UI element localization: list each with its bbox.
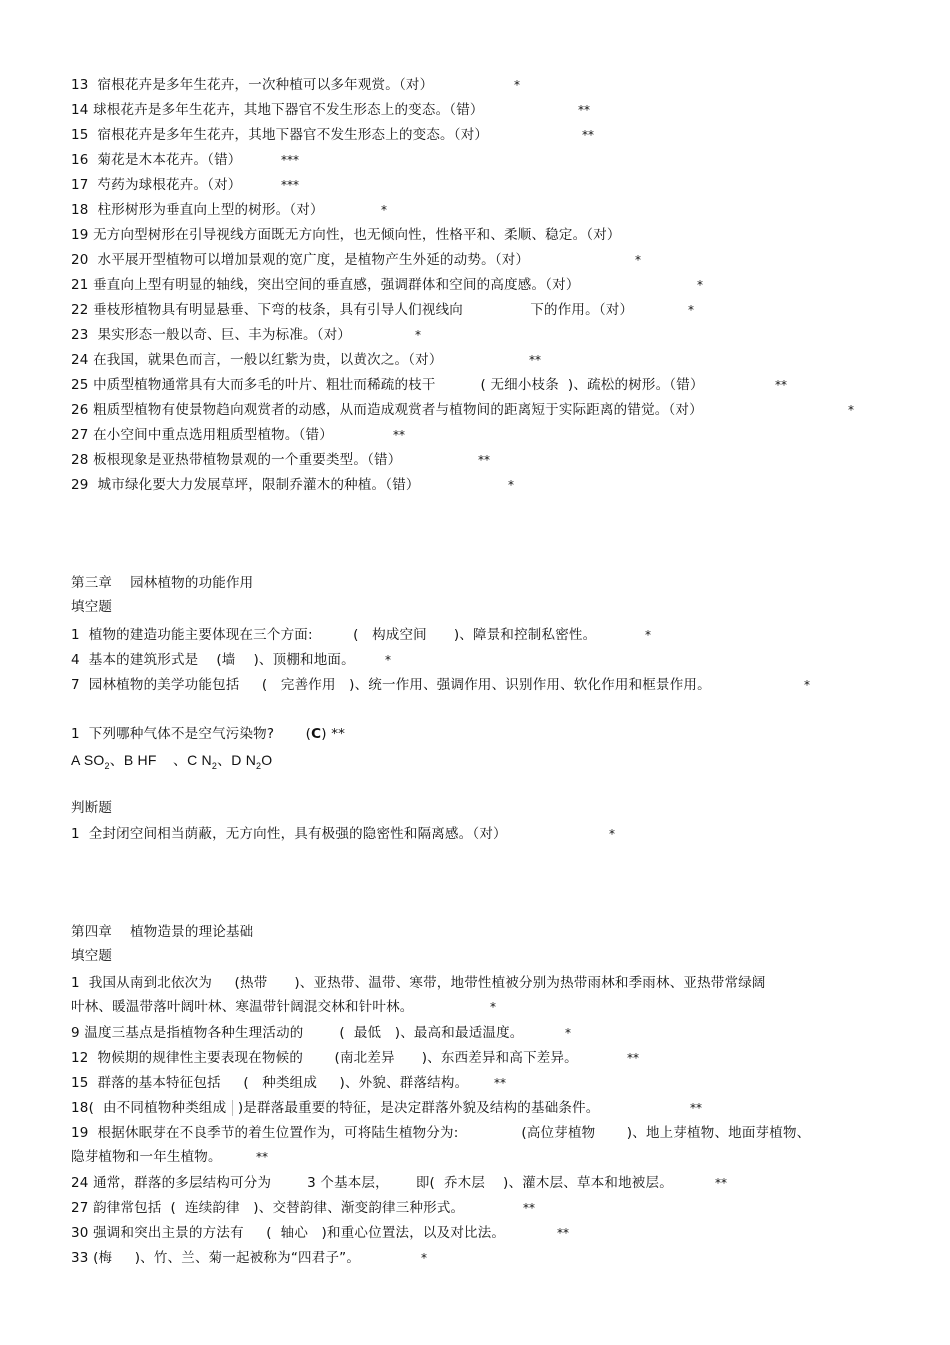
judge-item-26: 26 粗质型植物有使景物趋向观赏者的动感，从而造成观赏者与植物间的距离短于实际距离的错觉。（对） bbox=[71, 402, 703, 418]
fill-item-15: 15 群落的基本特征包括 ( 种类组成 )、外貌、群落结构。 bbox=[71, 1075, 469, 1091]
fill-item-1: 1 植物的建造功能主要体现在三个方面: ( 构成空间 )、障景和控制私密性。 bbox=[71, 627, 597, 643]
difficulty-mark: * bbox=[514, 78, 520, 92]
difficulty-mark: * bbox=[697, 278, 703, 292]
fill-item-1: 1 我国从南到北依次为 (热带 )、亚热带、温带、寒带，地带性植被分别为热带雨林和季雨林、亚热带常绿阔 bbox=[71, 975, 766, 991]
answer-box: 由不同植物种类组成 bbox=[103, 1100, 233, 1116]
difficulty-mark: ** bbox=[557, 1226, 569, 1240]
difficulty-mark: * bbox=[421, 1251, 427, 1265]
fill-item-9: 9 温度三基点是指植物各种生理活动的 ( 最低 )、最高和最适温度。 bbox=[71, 1025, 524, 1041]
difficulty-mark: ** bbox=[627, 1051, 639, 1065]
fill-item-33: 33 (梅 )、竹、兰、菊一起被称为“四君子”。 bbox=[71, 1250, 361, 1266]
difficulty-mark: * bbox=[385, 653, 391, 667]
difficulty-mark: ** bbox=[715, 1176, 727, 1190]
choice-answer: C bbox=[311, 726, 322, 742]
fill-item-19: 19 根据休眠芽在不良季节的着生位置作为，可将陆生植物分为: (高位芽植物 )、地上芽植物、地面芽植物、 bbox=[71, 1125, 811, 1141]
difficulty-mark: ** bbox=[578, 103, 590, 117]
difficulty-mark: *** bbox=[281, 153, 299, 167]
judge-item-19: 19 无方向型树形在引导视线方面既无方向性，也无倾向性，性格平和、柔顺、稳定。（对） bbox=[71, 227, 621, 243]
difficulty-mark: *** bbox=[281, 178, 299, 192]
judge-item-28: 28 板根现象是亚热带植物景观的一个重要类型。（错） bbox=[71, 452, 402, 468]
difficulty-mark: ** bbox=[256, 1150, 268, 1164]
judge-item-24: 24 在我国，就果色而言，一般以红紫为贵，以黄次之。（对） bbox=[71, 352, 443, 368]
difficulty-mark: ** bbox=[582, 128, 594, 142]
judge-item-20: 20 水平展开型植物可以增加景观的宽广度，是植物产生外延的动势。（对） bbox=[71, 252, 530, 268]
fill-item-7: 7 园林植物的美学功能包括 ( 完善作用 )、统一作用、强调作用、识别作用、软化作用和框景作用。 bbox=[71, 677, 711, 693]
difficulty-mark: * bbox=[490, 1000, 496, 1014]
judge-item-18: 18 柱形树形为垂直向上型的树形。（对） bbox=[71, 202, 324, 218]
judge-item-27: 27 在小空间中重点选用粗质型植物。（错） bbox=[71, 427, 333, 443]
choice-question-1: 1 下列哪种气体不是空气污染物? (C) ** bbox=[71, 726, 346, 742]
judge-item-1: 1 全封闭空间相当荫蔽，无方向性，具有极强的隐密性和隔离感。（对） bbox=[71, 826, 507, 842]
difficulty-mark: * bbox=[508, 478, 514, 492]
difficulty-mark: * bbox=[804, 678, 810, 692]
judge-heading: 判断题 bbox=[71, 800, 113, 816]
difficulty-mark: ** bbox=[523, 1201, 535, 1215]
difficulty-mark: * bbox=[381, 203, 387, 217]
difficulty-mark: ** bbox=[478, 453, 490, 467]
judge-item-29: 29 城市绿化要大力发展草坪，限制乔灌木的种植。（错） bbox=[71, 477, 420, 493]
difficulty-mark: ** bbox=[529, 353, 541, 367]
difficulty-mark: ** bbox=[494, 1076, 506, 1090]
difficulty-mark: ** bbox=[393, 428, 405, 442]
judge-item-14: 14 球根花卉是多年生花卉，其地下器官不发生形态上的变态。（错） bbox=[71, 102, 484, 118]
fill-item-19-cont: 隐芽植物和一年生植物。 bbox=[71, 1149, 222, 1165]
fill-item-27: 27 韵律常包括 ( 连续韵律 )、交替韵律、渐变韵律三种形式。 bbox=[71, 1200, 465, 1216]
judge-item-21: 21 垂直向上型有明显的轴线，突出空间的垂直感，强调群体和空间的高度感。（对） bbox=[71, 277, 580, 293]
fill-item-4: 4 基本的建筑形式是 (墙 )、顶棚和地面。 bbox=[71, 652, 355, 668]
judge-item-25: 25 中质型植物通常具有大而多毛的叶片、粗壮而稀疏的枝干 ( 无细小枝条 )、疏松的树形。（错） bbox=[71, 377, 704, 393]
chapter-4-title: 第四章 植物造景的理论基础 bbox=[71, 924, 254, 940]
fill-item-18: 18( 由不同植物种类组成 )是群落最重要的特征，是决定群落外貌及结构的基础条件。 bbox=[71, 1100, 600, 1116]
difficulty-mark: ** bbox=[775, 378, 787, 392]
fill-heading: 填空题 bbox=[71, 948, 113, 964]
difficulty-mark: * bbox=[635, 253, 641, 267]
difficulty-mark: * bbox=[848, 403, 854, 417]
choice-options: A $SO_2$、B HF 、C $N_2$、D $N_2O$ bbox=[71, 752, 273, 771]
difficulty-mark: * bbox=[609, 827, 615, 841]
judge-item-17: 17 芍药为球根花卉。（对） bbox=[71, 177, 242, 193]
difficulty-mark: * bbox=[645, 628, 651, 642]
fill-item-1-cont: 叶林、暖温带落叶阔叶林、寒温带针阔混交林和针叶林。 bbox=[71, 999, 414, 1015]
difficulty-mark: * bbox=[688, 303, 694, 317]
chapter-3-title: 第三章 园林植物的功能作用 bbox=[71, 575, 254, 591]
judge-item-23: 23 果实形态一般以奇、巨、丰为标准。（对） bbox=[71, 327, 352, 343]
judge-item-15: 15 宿根花卉是多年生花卉，其地下器官不发生形态上的变态。（对） bbox=[71, 127, 489, 143]
fill-item-30: 30 强调和突出主景的方法有 ( 轴心 )和重心位置法，以及对比法。 bbox=[71, 1225, 506, 1241]
difficulty-mark: * bbox=[415, 328, 421, 342]
judge-item-16: 16 菊花是木本花卉。（错） bbox=[71, 152, 242, 168]
fill-item-24: 24 通常，群落的多层结构可分为 3 个基本层， 即( 乔木层 )、灌木层、草本和地被层。 bbox=[71, 1175, 673, 1191]
judge-item-22: 22 垂枝形植物具有明显悬垂、下弯的枝条，具有引导人们视线向 下的作用。（对） bbox=[71, 302, 634, 318]
fill-item-12: 12 物候期的规律性主要表现在物候的 (南北差异 )、东西差异和高下差异。 bbox=[71, 1050, 578, 1066]
difficulty-mark: ** bbox=[690, 1101, 702, 1115]
difficulty-mark: * bbox=[565, 1026, 571, 1040]
judge-item-13: 13 宿根花卉是多年生花卉，一次种植可以多年观赏。（对） bbox=[71, 77, 434, 93]
fill-heading: 填空题 bbox=[71, 599, 113, 615]
